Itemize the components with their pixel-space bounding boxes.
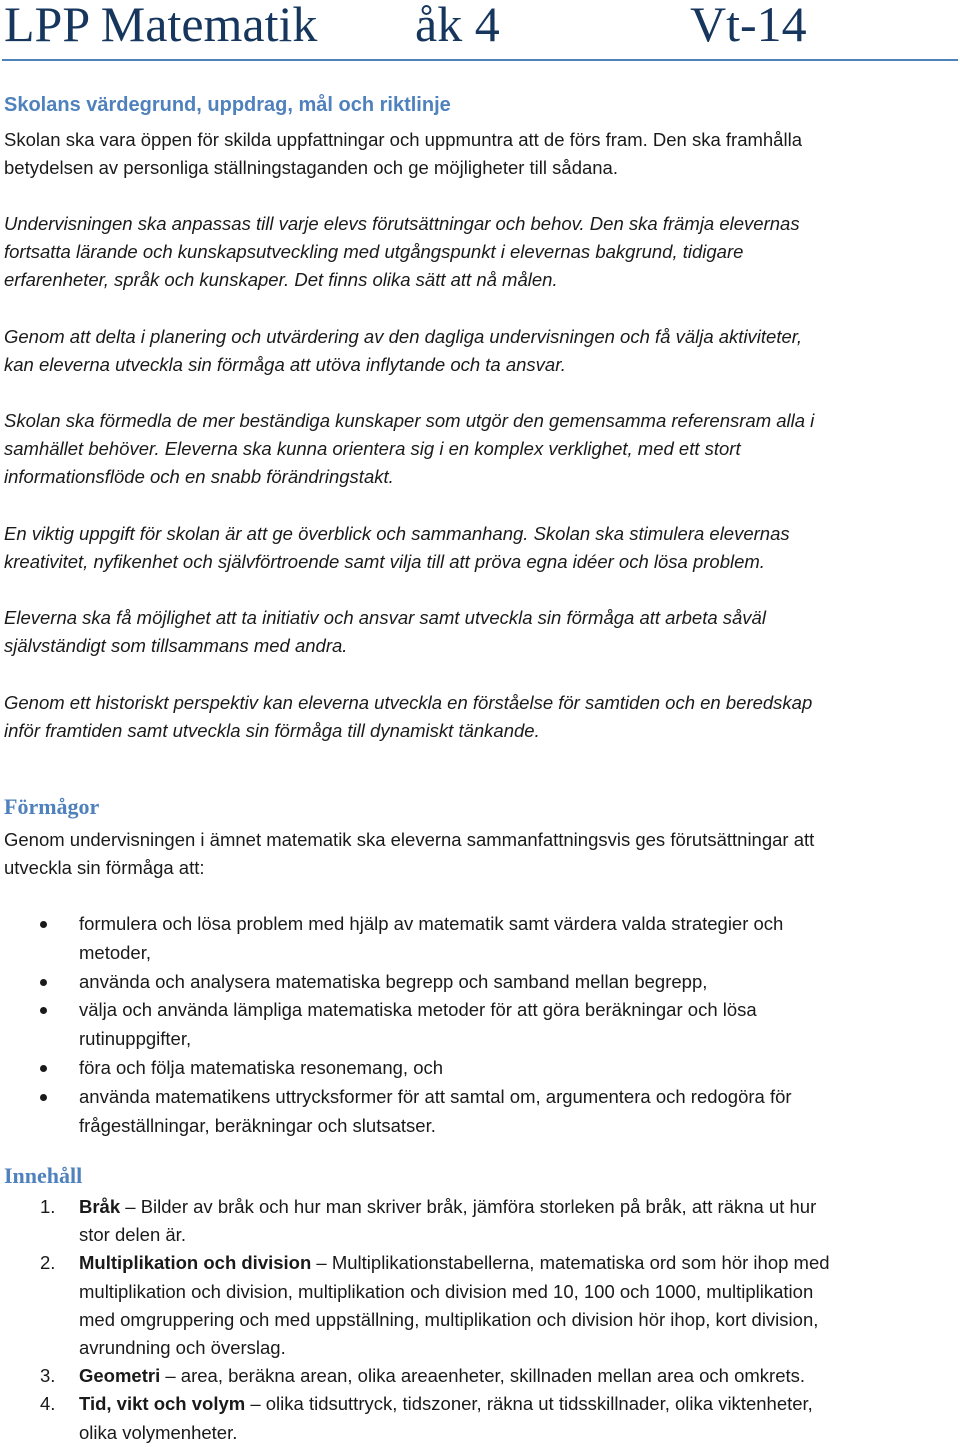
list-item bbox=[0, 1249, 960, 1362]
list-item bbox=[0, 968, 960, 997]
text-line bbox=[79, 1390, 960, 1418]
abilities-intro bbox=[4, 826, 952, 882]
values-paragraph bbox=[4, 689, 952, 745]
text-line: Undervisningen ska anpassas till varje elevs förutsättningar och behov. Den ska främja elevernas bbox=[4, 213, 800, 234]
text-line: självständigt som tillsammans med andra. bbox=[4, 635, 348, 656]
values-paragraph bbox=[4, 407, 952, 491]
list-number: 1. bbox=[40, 1196, 56, 1217]
content-term: Multiplikation och division bbox=[79, 1252, 312, 1274]
abilities-bullet-list bbox=[0, 910, 960, 1140]
list-item bbox=[0, 1083, 960, 1141]
text-line: inför framtiden samt utveckla sin förmåga till dynamiskt tänkande. bbox=[4, 720, 540, 741]
text-line: betydelsen av personliga ställningstaganden och ge möjligheter till sådana. bbox=[4, 157, 618, 178]
values-intro bbox=[4, 126, 952, 182]
text-line: metoder, bbox=[79, 941, 151, 963]
title-underline bbox=[2, 59, 958, 61]
bullet-icon bbox=[40, 1094, 47, 1101]
text-line: En viktig uppgift för skolan är att ge överblick och sammanhang. Skolan ska stimulera elevernas bbox=[4, 523, 790, 544]
content-description: – Bilder av bråk och hur man skriver bråk, jämföra storleken på bråk, att räkna ut hur bbox=[120, 1196, 817, 1217]
text-line bbox=[79, 1193, 960, 1221]
text-line: samhället behöver. Eleverna ska kunna orientera sig i en komplex verklighet, med ett stort bbox=[4, 438, 741, 459]
document-title bbox=[4, 0, 954, 54]
list-number: 3. bbox=[40, 1365, 56, 1387]
title-grade: åk 4 bbox=[415, 0, 500, 52]
text-line: olika volymenheter. bbox=[79, 1421, 238, 1443]
text-line: Genom att delta i planering och utvärdering av den dagliga undervisningen och få välja aktiviteter, bbox=[4, 326, 803, 347]
list-item bbox=[0, 996, 960, 1054]
values-paragraph bbox=[4, 520, 952, 576]
text-line: använda och analysera matematiska begrepp och samband mellan begrepp, bbox=[79, 970, 708, 992]
text-line: kreativitet, nyfikenhet och självförtroende samt vilja till att pröva egna idéer och lösa problem. bbox=[4, 551, 765, 572]
list-number: 4. bbox=[40, 1393, 56, 1415]
content-term: Geometri bbox=[79, 1365, 161, 1387]
list-number: 2. bbox=[40, 1252, 56, 1274]
values-paragraph bbox=[4, 210, 952, 294]
list-item bbox=[0, 1193, 960, 1249]
text-line: Skolan ska vara öppen för skilda uppfattningar och uppmuntra att de förs fram. Den ska framhålla bbox=[4, 129, 802, 150]
text-line: fortsatta lärande och kunskapsutveckling med utgångspunkt i elevernas bakgrund, tidigare bbox=[4, 241, 744, 262]
content-numbered-list bbox=[0, 1193, 960, 1447]
list-item bbox=[0, 1054, 960, 1083]
content-term: Bråk bbox=[79, 1196, 121, 1217]
title-subject: LPP Matematik bbox=[4, 0, 318, 52]
text-line: multiplikation och division, multiplikation och division med 10, 100 och 1000, multiplikation bbox=[79, 1280, 814, 1302]
text-line: informationsflöde och en snabb förändringstakt. bbox=[4, 466, 394, 487]
text-line: formulera och lösa problem med hjälp av matematik samt värdera valda strategier och bbox=[79, 913, 784, 934]
content-description: – Multiplikationstabellerna, matematiska ord som hör ihop med bbox=[311, 1252, 830, 1274]
text-line: Skolan ska förmedla de mer beständiga kunskaper som utgör den gemensamma referensram alla i bbox=[4, 410, 815, 431]
text-line: föra och följa matematiska resonemang, och bbox=[79, 1056, 444, 1078]
title-term: Vt-14 bbox=[690, 0, 807, 52]
text-line: Genom undervisningen i ämnet matematik ska eleverna sammanfattningsvis ges förutsättningar att bbox=[4, 829, 815, 850]
bullet-icon bbox=[40, 921, 47, 928]
text-line: avrundning och överslag. bbox=[79, 1337, 286, 1359]
section-heading-abilities: Förmågor bbox=[4, 794, 100, 819]
list-item bbox=[0, 910, 960, 968]
content-description: – area, beräkna arean, olika areaenheter, skillnaden mellan area och omkrets. bbox=[160, 1365, 806, 1387]
bullet-icon bbox=[40, 1007, 47, 1014]
text-line bbox=[79, 1249, 960, 1277]
text-line bbox=[79, 1362, 960, 1390]
section-heading-content: Innehåll bbox=[4, 1163, 83, 1188]
content-term: Tid, vikt och volym bbox=[79, 1393, 246, 1415]
text-line: välja och använda lämpliga matematiska metoder för att göra beräkningar och lösa bbox=[79, 999, 757, 1021]
text-line: kan eleverna utveckla sin förmåga att utöva inflytande och ta ansvar. bbox=[4, 354, 566, 375]
text-line: med omgruppering och med uppställning, multiplikation och division hör ihop, kort division, bbox=[79, 1308, 819, 1330]
list-item bbox=[0, 1362, 960, 1390]
text-line: erfarenheter, språk och kunskaper. Det finns olika sätt att nå målen. bbox=[4, 269, 558, 290]
text-line: stor delen är. bbox=[79, 1224, 186, 1246]
text-line: använda matematikens uttrycksformer för att samtal om, argumentera och redogöra för bbox=[79, 1085, 792, 1107]
text-line: utveckla sin förmåga att: bbox=[4, 857, 205, 878]
values-paragraph bbox=[4, 604, 952, 660]
text-line: frågeställningar, beräkningar och slutsatser. bbox=[79, 1114, 436, 1136]
text-line: Eleverna ska få möjlighet att ta initiativ och ansvar samt utveckla sin förmåga att arbeta såväl bbox=[4, 607, 766, 628]
list-item bbox=[0, 1390, 960, 1446]
text-line: Genom ett historiskt perspektiv kan eleverna utveckla en förståelse för samtiden och en beredskap bbox=[4, 692, 813, 713]
content-description: – olika tidsuttryck, tidszoner, räkna ut tidsskillnader, olika viktenheter, bbox=[245, 1393, 813, 1415]
section-heading-values: Skolans värdegrund, uppdrag, mål och riktlinje bbox=[4, 94, 451, 116]
text-line: rutinuppgifter, bbox=[79, 1028, 192, 1050]
bullet-icon bbox=[40, 1065, 47, 1072]
values-paragraph bbox=[4, 323, 952, 379]
bullet-icon bbox=[40, 979, 47, 986]
